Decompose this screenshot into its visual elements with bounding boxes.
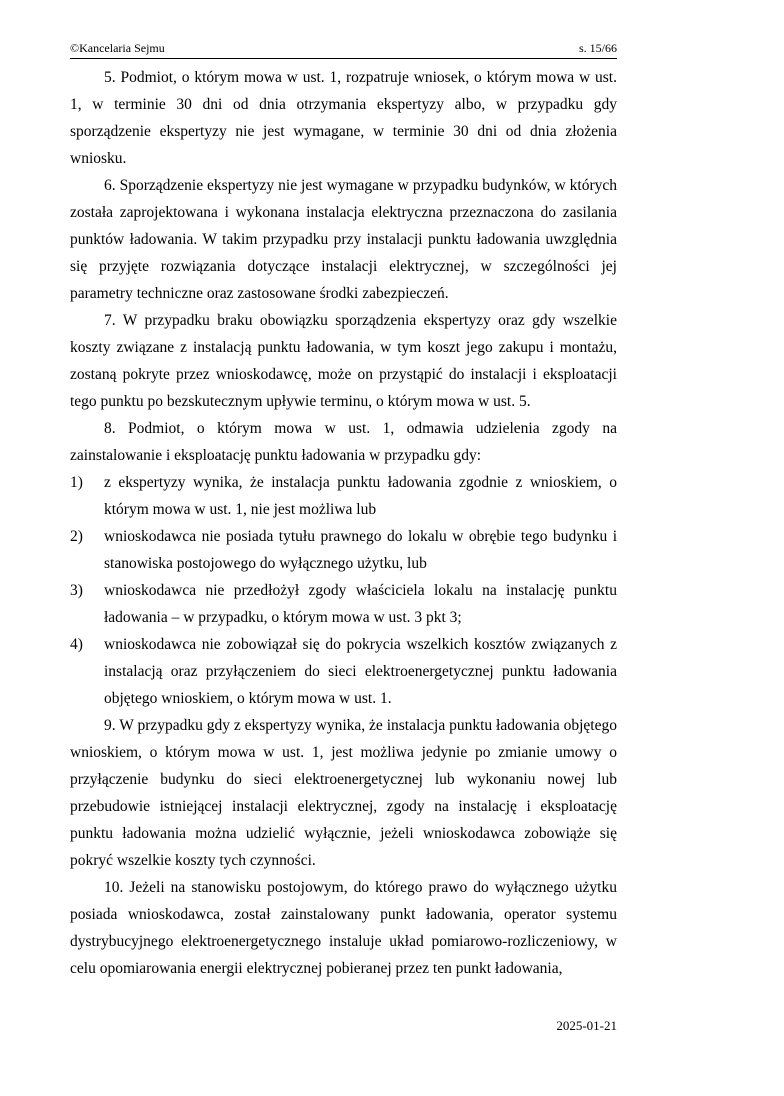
list-item-number: 2)	[70, 528, 83, 545]
document-body	[70, 64, 617, 982]
list-item	[70, 523, 617, 577]
header-publisher: ©Kancelaria Sejmu	[70, 41, 165, 55]
paragraph-6: 6. Sporządzenie ekspertyzy nie jest wymagane w przypadku budynków, w których została zaprojektowana i wykonana instalacja elektryczna przeznaczona do zasilania punktów ładowania. W takim przypadku przy instalacji punktu ładowania uwzględnia się przyjęte rozwiązania dotyczące instalacji elektrycznej, w szczególności jej parametry techniczne oraz zastosowane środki zabezpieczeń.	[70, 177, 617, 302]
list-item-text: wnioskodawca nie posiada tytułu prawnego do lokalu w obrębie tego budynku i stanowiska postojowego do wyłącznego użytku, lub	[104, 528, 617, 572]
list-item	[70, 631, 617, 712]
paragraph-10: 10. Jeżeli na stanowisku postojowym, do którego prawo do wyłącznego użytku posiada wnioskodawca, został zainstalowany punkt ładowania, operator systemu dystrybucyjnego elektroenergetycznego instaluje układ pomiarowo-rozliczeniowy, w celu opomiarowania energii elektrycznej pobieranej przez ten punkt ładowania,	[70, 879, 617, 977]
list-item-number: 1)	[70, 474, 83, 491]
paragraph-7: 7. W przypadku braku obowiązku sporządzenia ekspertyzy oraz gdy wszelkie koszty związane z instalacją punktu ładowania, w tym koszt jego zakupu i montażu, zostaną pokryte przez wnioskodawcę, może on przystąpić do instalacji i eksploatacji tego punktu po bezskutecznym upływie terminu, o którym mowa w ust. 5.	[70, 312, 617, 410]
page-header	[70, 38, 617, 59]
header-page-number: s. 15/66	[578, 41, 617, 55]
paragraph-5: 5. Podmiot, o którym mowa w ust. 1, rozpatruje wniosek, o którym mowa w ust. 1, w terminie 30 dni od dnia otrzymania ekspertyzy albo, w przypadku gdy sporządzenie ekspertyzy nie jest wymagane, w terminie 30 dni od dnia złożenia wniosku.	[70, 69, 617, 167]
paragraph-9: 9. W przypadku gdy z ekspertyzy wynika, że instalacja punktu ładowania objętego wnioskiem, o którym mowa w ust. 1, jest możliwa jedynie po zmianie umowy o przyłączenie budynku do sieci elektroenergetycznej lub wykonaniu nowej lub przebudowie istniejącej instalacji elektrycznej, zgody na instalację i eksploatację punktu ładowania można udzielić wyłącznie, jeżeli wnioskodawca zobowiąże się pokryć wszelkie koszty tych czynności.	[70, 717, 617, 869]
list-item	[70, 577, 617, 631]
list-item-text: wnioskodawca nie zobowiązał się do pokrycia wszelkich kosztów związanych z instalacją oraz przyłączeniem do sieci elektroenergetycznej punktu ładowania objętego wnioskiem, o którym mowa w ust. 1.	[104, 636, 617, 707]
list-item-number: 3)	[70, 582, 83, 599]
list-item-text: z ekspertyzy wynika, że instalacja punktu ładowania zgodnie z wnioskiem, o którym mowa w ust. 1, nie jest możliwa lub	[104, 474, 617, 518]
list-item	[70, 469, 617, 523]
footer-date: 2025-01-21	[556, 1018, 617, 1033]
refusal-conditions-list	[70, 469, 617, 712]
paragraph-8: 8. Podmiot, o którym mowa w ust. 1, odmawia udzielenia zgody na zainstalowanie i eksploatację punktu ładowania w przypadku gdy:	[70, 420, 617, 464]
list-item-number: 4)	[70, 636, 83, 653]
list-item-text: wnioskodawca nie przedłożył zgody właściciela lokalu na instalację punktu ładowania – w przypadku, o którym mowa w ust. 3 pkt 3;	[104, 582, 617, 626]
